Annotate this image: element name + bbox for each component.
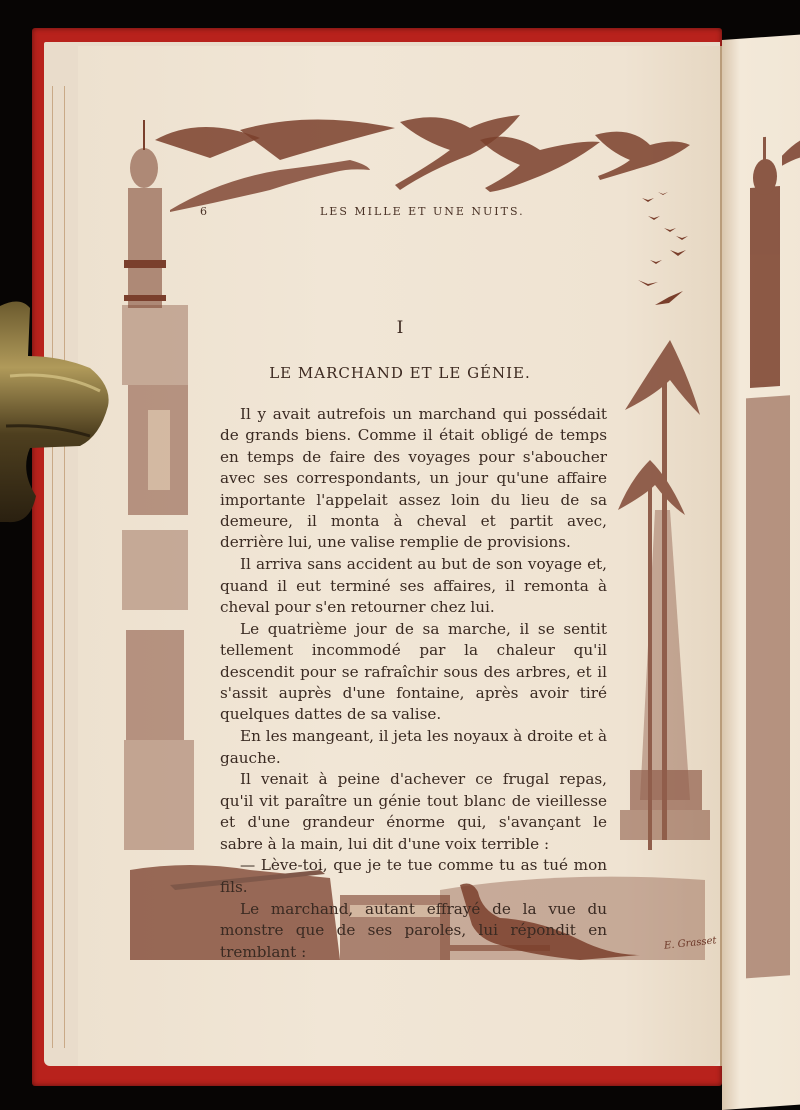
artist-signature: E. Grasset xyxy=(663,935,718,952)
body-text xyxy=(220,404,607,963)
page-edge-line xyxy=(52,86,53,1048)
flock-of-birds-icon xyxy=(638,192,688,305)
paragraph: Il arriva sans accident au but de son voyage et, quand il eut terminé ses affaires, il remonta à cheval pour s'en retourner chez lui. xyxy=(220,555,607,617)
facing-page-illustration xyxy=(742,102,800,1108)
chapter-number: I xyxy=(396,318,404,338)
paragraph: Il venait à peine d'achever ce frugal repas, qu'il vit paraître un génie tout blanc de vieillesse et d'une grandeur énorme qui, s'avançant le sabre à la main, lui dit d'une voix terrible : xyxy=(220,770,607,853)
paragraph: Le quatrième jour de sa marche, il se sentit tellement incommodé par la chaleur qu'il descendit pour se rafraîchir sous des arbres, et il s'assit auprès d'une fontaine, après avoir tiré quelques dattes de sa valise. xyxy=(220,619,607,724)
paragraph: — Lève-toi, que je te tue comme tu as tué mon fils. xyxy=(220,856,607,896)
facing-page xyxy=(722,34,800,1110)
paragraph: Le marchand, autant effrayé de la vue du monstre que de ses paroles, lui répondit en tremblant : xyxy=(220,899,607,961)
running-title: LES MILLE ET UNE NUITS. xyxy=(320,205,525,218)
brass-clasp xyxy=(0,296,112,526)
chapter-title: LE MARCHAND ET LE GÉNIE. xyxy=(269,364,531,382)
palm-tree-icon xyxy=(618,340,710,850)
page-edge-line xyxy=(64,86,65,1048)
minaret-icon xyxy=(124,120,166,308)
facade-icon xyxy=(122,305,194,850)
flamingo-icon xyxy=(155,115,690,212)
paragraph: Il y avait autrefois un marchand qui possédait de grands biens. Comme il était obligé de temps en temps de faire des voyages pour s'aboucher avec ses correspondants, un jour qu'une affaire importante l'appelait assez loin du lieu de sa demeure, il monta à cheval et partit avec, derrière lui, une valise remplie de provisions. xyxy=(220,405,607,552)
running-head xyxy=(200,205,620,223)
page-number: 6 xyxy=(200,205,209,218)
paragraph: En les mangeant, il jeta les noyaux à droite et à gauche. xyxy=(220,727,607,767)
